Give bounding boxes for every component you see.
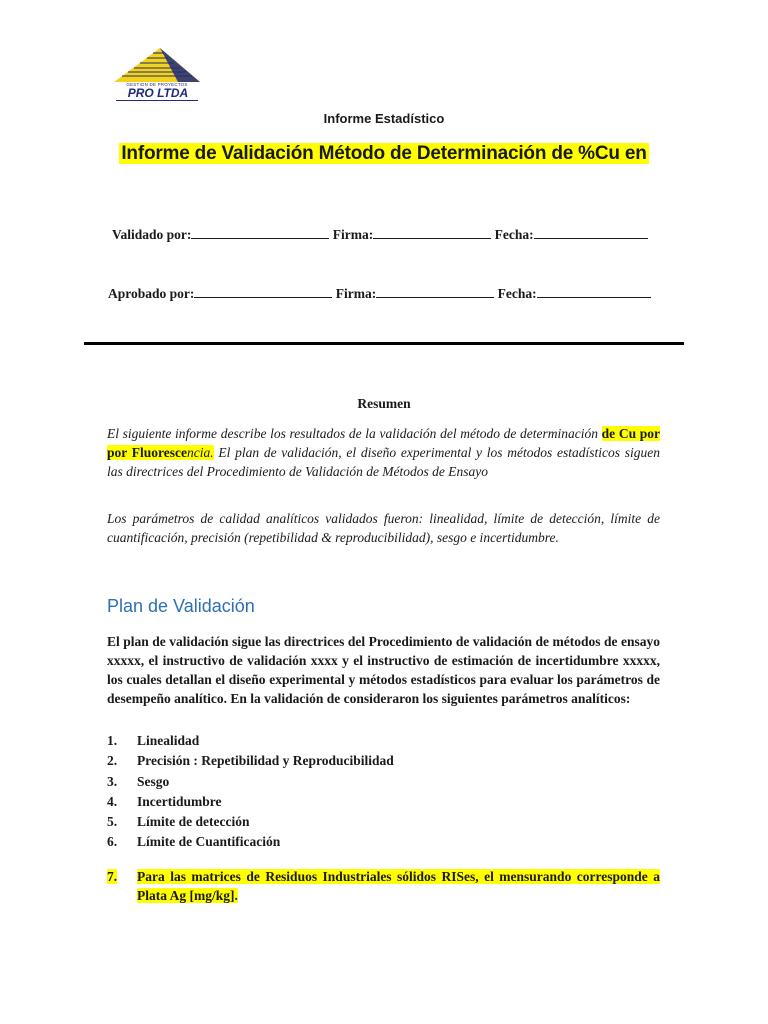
signature-label: Firma: — [332, 227, 374, 242]
list-item-text: Sesgo — [137, 773, 170, 789]
list-item-number: 3. — [107, 773, 118, 789]
title-wrap — [0, 143, 768, 165]
validated-signature-line[interactable] — [373, 227, 491, 239]
date-label: Fecha: — [494, 227, 534, 242]
approved-date-line[interactable] — [537, 286, 651, 298]
report-type: Informe Estadístico — [323, 111, 445, 126]
list-item-number: 6. — [107, 834, 118, 850]
validated-date-line[interactable] — [534, 227, 648, 239]
list-item-number: 2. — [107, 753, 118, 769]
list-item-7-text: Para las matrices de Residuos Industriales sólidos RISes, el mensurando corresponde a Plata Ag [mg/kg]. — [137, 869, 660, 903]
logo-underline — [116, 100, 198, 101]
list-item-number: 5. — [107, 814, 118, 830]
document-title: Informe de Validación Método de Determinación de %Cu en — [121, 143, 647, 164]
validated-by-line[interactable] — [191, 227, 329, 239]
plan-heading: Plan de Validación — [107, 596, 255, 616]
resumen-heading: Resumen — [357, 396, 411, 411]
list-item-number: 4. — [107, 793, 118, 809]
resumen-p1-highlight-italic: ncia. — [186, 445, 214, 460]
resumen-paragraph-1 — [107, 424, 660, 481]
list-item-number: 1. — [107, 733, 118, 748]
approved-signature-line[interactable] — [376, 286, 494, 298]
list-item — [107, 733, 667, 753]
list-item — [107, 794, 667, 814]
validated-row — [112, 227, 648, 243]
approved-by-line[interactable] — [194, 286, 332, 298]
list-item-number — [107, 867, 137, 905]
list-item — [107, 834, 667, 854]
list-item-text: Linealidad — [137, 733, 200, 748]
approved-row — [108, 286, 651, 302]
signature-label: Firma: — [335, 286, 377, 301]
list-item — [107, 753, 667, 773]
date-label: Fecha: — [497, 286, 537, 301]
resumen-p1-start: El siguiente informe describe los resultados de la validación del método de determinación — [107, 426, 602, 441]
list-item-text: Límite de detección — [137, 814, 250, 830]
parameter-list — [107, 733, 667, 855]
logo-name: PRO LTDA — [127, 86, 189, 100]
list-item-text: Precisión : Repetibilidad y Reproducibilidad — [137, 753, 394, 769]
approved-by-label: Aprobado por: — [108, 286, 195, 301]
resumen-p1-highlight: de Cu por por Fluoresce — [107, 426, 660, 460]
logo-subtitle: GESTION DE PROYECTOS — [126, 82, 188, 87]
list-item-highlighted — [107, 867, 660, 905]
plan-intro: El plan de validación sigue las directrices del Procedimiento de validación de métodos de ensayo xxxxx, el instructivo de validación xxxx y el instructivo de estimación de incertidumbre xxxxx, los cuales detallan el diseño experimental y métodos estadísticos para evaluar los parámetros de desempeño analítico. En la validación de consideraron los siguientes parámetros analíticos: — [107, 634, 660, 706]
list-item-text — [137, 867, 660, 905]
list-item — [107, 814, 667, 834]
list-item-text: Límite de Cuantificación — [137, 834, 281, 850]
resumen-paragraph-2: Los parámetros de calidad analíticos validados fueron: linealidad, límite de detección, límite de cuantificación, precisión (repetibilidad & reproducibilidad), sesgo e incertidumbre. — [107, 511, 660, 545]
list-item — [107, 774, 667, 794]
resumen-p1-end: El plan de validación, el diseño experimental y los métodos estadísticos siguen las directrices del Procedimiento de Validación de Métodos de Ensayo — [107, 445, 660, 479]
validated-by-label: Validado por: — [112, 227, 192, 242]
section-divider — [84, 342, 684, 345]
list-item-7-number: 7. — [107, 869, 118, 884]
list-item-text: Incertidumbre — [137, 793, 222, 809]
